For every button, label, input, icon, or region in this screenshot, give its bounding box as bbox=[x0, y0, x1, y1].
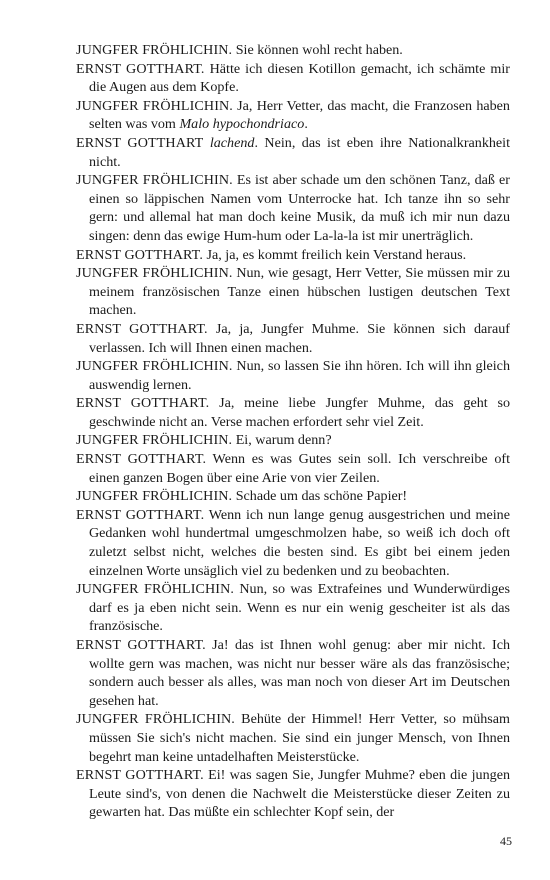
speaker-name: JUNGFER FRÖHLICHIN. bbox=[76, 711, 235, 728]
speech-text: Nun, so lassen Sie ihn hören. Ich will ihn gleich auswendig lernen. bbox=[89, 358, 510, 393]
speech-text: Nun, so was Extrafeines und Wunderwürdiges darf es ja eben nicht sein. Wenn es nur ein wenig gescheiter ist als das französische. bbox=[89, 581, 510, 635]
speaker-name: JUNGFER FRÖHLICHIN. bbox=[76, 265, 233, 282]
speech-text: Wenn ich nun lange genug ausgestrichen und meine Gedanken wohl hundertmal umgeschmolzen habe, so weiß ich doch oft zuletzt selbst nicht, welches die besten sind. Es gibt bei einem jeden einzelnen Worte unsäglich viel zu bedenken und zu beobachten. bbox=[89, 506, 510, 579]
dialogue-paragraph bbox=[76, 246, 510, 265]
speech-text: Sie können wohl recht haben. bbox=[235, 42, 403, 58]
speaker-name: ERNST GOTTHART. bbox=[76, 767, 204, 784]
dialogue-paragraph bbox=[76, 394, 510, 431]
speaker-name: ERNST GOTTHART bbox=[76, 134, 204, 151]
dialogue-paragraph bbox=[76, 97, 510, 134]
speech-text: Ja, meine liebe Jungfer Muhme, das geht so geschwinde nicht an. Verse machen erfordert sehr viel Zeit. bbox=[89, 395, 510, 430]
dialogue-paragraph bbox=[76, 41, 510, 60]
speech-text-end: . bbox=[304, 116, 308, 133]
speech-text: Ja! das ist Ihnen wohl genug: aber mir nicht. Ich wollte gern was machen, was nicht nur besser wäre als das französische; sondern auch besser als alles, was man noch von dieser Art im Deutschen gesehen hat. bbox=[89, 637, 511, 709]
dialogue-paragraph bbox=[76, 264, 510, 320]
speaker-name: ERNST GOTTHART. bbox=[76, 320, 208, 337]
speech-text: Hätte ich diesen Kotillon gemacht, ich schämte mir die Augen aus dem Kopfe. bbox=[89, 60, 510, 96]
speaker-name: JUNGFER FRÖHLICHIN. bbox=[76, 432, 233, 449]
speaker-name: ERNST GOTTHART. bbox=[76, 246, 203, 263]
speaker-name: ERNST GOTTHART. bbox=[76, 60, 205, 77]
dialogue-paragraph bbox=[76, 60, 510, 97]
latin-phrase: Malo hypochondriaco bbox=[179, 116, 305, 133]
speech-text: Ja, Herr Vetter, das macht, die Franzosen haben selten was vom bbox=[89, 97, 510, 133]
dialogue-paragraph bbox=[76, 487, 510, 506]
speaker-name: JUNGFER FRÖHLICHIN. bbox=[76, 581, 234, 598]
speech-text: . Nein, das ist eben ihre Nationalkrankheit nicht. bbox=[89, 134, 510, 170]
dialogue-paragraph bbox=[76, 134, 510, 171]
dialogue-text bbox=[76, 41, 510, 822]
speaker-name: JUNGFER FRÖHLICHIN. bbox=[76, 358, 233, 375]
page-number: 45 bbox=[500, 834, 512, 848]
speaker-name: ERNST GOTTHART. bbox=[76, 395, 210, 412]
dialogue-paragraph bbox=[76, 580, 510, 636]
dialogue-paragraph bbox=[76, 431, 510, 450]
speaker-name: JUNGFER FRÖHLICHIN. bbox=[76, 42, 233, 58]
dialogue-paragraph bbox=[76, 320, 510, 357]
dialogue-paragraph bbox=[76, 636, 510, 710]
speaker-name: ERNST GOTTHART. bbox=[76, 451, 207, 468]
dialogue-paragraph bbox=[76, 171, 510, 245]
speaker-name: JUNGFER FRÖHLICHIN. bbox=[76, 488, 233, 505]
speech-text: Behüte der Himmel! Herr Vetter, so mühsam müssen Sie sich's nicht machen. Sie sind ein junger Mensch, von Ihnen begehrt man keine untadelhaften Meisterstücke. bbox=[89, 711, 510, 765]
speech-text: Nun, wie gesagt, Herr Vetter, Sie müssen mir zu meinem französischen Tanze einen hübschen lustigen deutschen Text machen. bbox=[89, 265, 511, 319]
dialogue-paragraph bbox=[76, 357, 510, 394]
speaker-name: ERNST GOTTHART. bbox=[76, 506, 205, 523]
speaker-name: JUNGFER FRÖHLICHIN. bbox=[76, 172, 233, 189]
dialogue-paragraph bbox=[76, 766, 510, 822]
speech-text: Ja, ja, Jungfer Muhme. Sie können sich darauf verlassen. Ich will Ihnen einen machen. bbox=[89, 320, 511, 356]
speech-text: Wenn es was Gutes sein soll. Ich verschreibe oft einen ganzen Bogen über eine Arie von vier Zeilen. bbox=[89, 451, 510, 486]
speech-text: Ei, warum denn? bbox=[235, 432, 332, 449]
speech-text: Es ist aber schade um den schönen Tanz, daß er einen so läppischen Namen vom Unterrocke hat. Ich tanze ihn so sehr gern: und allemal hat man doch keine Musik, da muß ich mir nun dazu singen: denn das ewige Hum-hum oder La-la-la ist mir unerträglich. bbox=[89, 172, 510, 244]
speaker-name: ERNST GOTTHART. bbox=[76, 637, 206, 653]
stage-direction: lachend bbox=[209, 134, 255, 151]
dialogue-paragraph bbox=[76, 450, 510, 487]
dialogue-paragraph bbox=[76, 710, 510, 766]
speech-text: Schade um das schöne Papier! bbox=[235, 488, 408, 505]
speech-text: Ei! was sagen Sie, Jungfer Muhme? eben die jungen Leute sind's, von denen die Nachwelt die Meisterstücke dieser Zeiten zu gewarten hat. Das müßte ein schlechter Kopf sein, der bbox=[89, 767, 510, 821]
speech-text: Ja, ja, es kommt freilich kein Verstand heraus. bbox=[206, 246, 467, 263]
speaker-name: JUNGFER FRÖHLICHIN. bbox=[76, 97, 233, 114]
dialogue-paragraph bbox=[76, 506, 510, 580]
